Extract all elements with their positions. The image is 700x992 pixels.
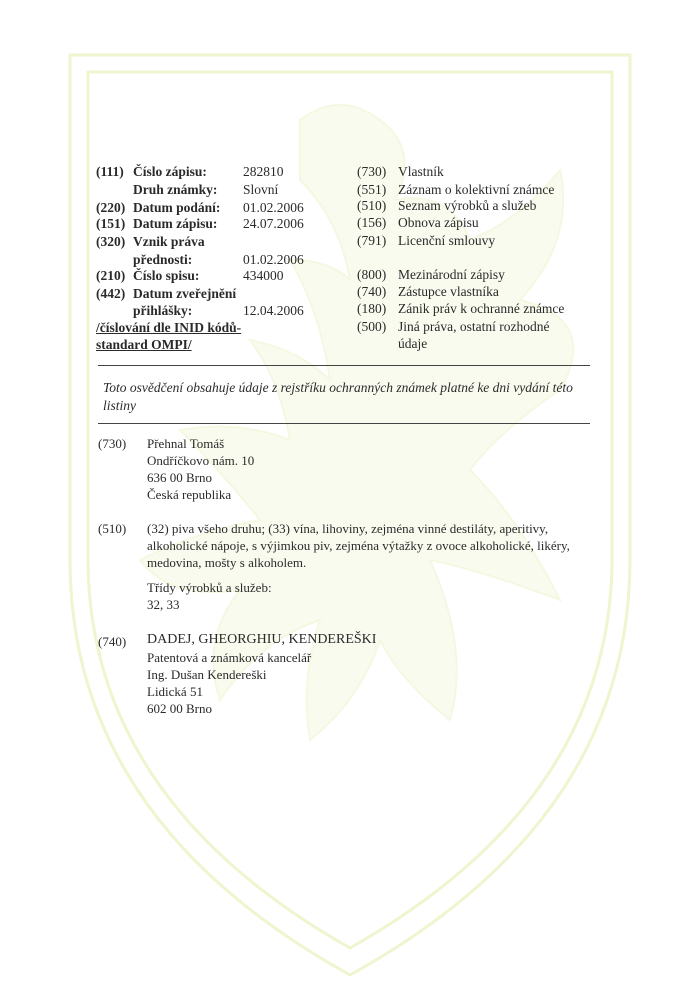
representative-line: 602 00 Brno	[147, 701, 212, 716]
field-label: údaje	[398, 336, 428, 351]
field-code: (320)	[96, 234, 126, 249]
field-code: (500)	[357, 319, 387, 334]
field-label: Zástupce vlastníka	[398, 284, 499, 299]
classes-value: 32, 33	[147, 597, 180, 612]
goods-line: alkoholické nápoje, s výjimkou piv, zejména výtažky z ovoce alkoholické, likéry,	[147, 538, 570, 553]
field-value: 01.02.2006	[243, 200, 304, 215]
field-code: (210)	[96, 268, 126, 283]
field-code: (442)	[96, 286, 126, 301]
field-label: Obnova zápisu	[398, 215, 479, 230]
representative-line: Lidická 51	[147, 684, 203, 699]
field-label: Druh známky:	[133, 182, 218, 197]
field-code: (180)	[357, 301, 387, 316]
field-value: Slovní	[243, 182, 279, 197]
field-label: Zánik práv k ochranné známce	[398, 301, 565, 316]
owner-line: Přehnal Tomáš	[147, 436, 225, 451]
goods-code: (510)	[98, 521, 127, 536]
owner-line: Česká republika	[147, 487, 232, 502]
field-code: (551)	[357, 182, 387, 197]
field-code: (220)	[96, 200, 126, 215]
field-code: (791)	[357, 233, 387, 248]
field-value: 24.07.2006	[243, 216, 304, 231]
field-code: (740)	[357, 284, 387, 299]
certificate-note-line: Toto osvědčení obsahuje údaje z rejstříku ochranných známek platné ke dni vydání této	[103, 380, 573, 395]
field-label: Seznam výrobků a služeb	[398, 198, 537, 213]
field-value: 434000	[243, 268, 284, 283]
field-label: přihlášky:	[133, 303, 193, 318]
representative-line: Patentová a známková kancelář	[147, 650, 312, 665]
owner-line: 636 00 Brno	[147, 470, 212, 485]
field-code: (151)	[96, 216, 126, 231]
inid-note: standard OMPI/	[96, 337, 192, 352]
field-label: Číslo zápisu:	[133, 164, 207, 179]
certificate-note	[103, 379, 588, 415]
field-code: (156)	[357, 215, 387, 230]
field-label: Jiná práva, ostatní rozhodné	[398, 319, 550, 334]
field-value: 282810	[243, 164, 284, 179]
field-label: Licenční smlouvy	[398, 233, 496, 248]
representative-code: (740)	[98, 634, 127, 649]
representative-line: Ing. Dušan Kendereški	[147, 667, 267, 682]
owner-code: (730)	[98, 436, 127, 451]
field-label: Mezinárodní zápisy	[398, 267, 505, 282]
field-label: Datum zápisu:	[133, 216, 218, 231]
field-value: 12.04.2006	[243, 303, 304, 318]
goods-line: (32) piva všeho druhu; (33) vína, lihoviny, zejména vinné destiláty, aperitivy,	[147, 521, 549, 536]
field-label: přednosti:	[133, 252, 193, 267]
owner-line: Ondříčkovo nám. 10	[147, 453, 255, 468]
field-label: Vznik práva	[133, 234, 205, 249]
field-label: Datum zveřejnění	[133, 286, 237, 301]
representative-line: DADEJ, GHEORGHIU, KENDEREŠKI	[147, 632, 377, 647]
field-label: Číslo spisu:	[133, 268, 200, 283]
classes-label: Třídy výrobků a služeb:	[147, 580, 272, 595]
certificate-note-line: listiny	[103, 398, 136, 413]
field-value: 01.02.2006	[243, 252, 304, 267]
inid-note: /číslování dle INID kódů-	[96, 320, 242, 335]
divider-bottom	[98, 423, 590, 424]
field-code: (730)	[357, 164, 387, 179]
field-label: Vlastník	[398, 164, 444, 179]
field-code: (800)	[357, 267, 387, 282]
field-code: (510)	[357, 198, 387, 213]
field-code: (111)	[96, 164, 124, 179]
goods-line: medovina, mošty s alkoholem.	[147, 555, 307, 570]
field-label: Záznam o kolektivní známce	[398, 182, 555, 197]
field-label: Datum podání:	[133, 200, 221, 215]
divider-top	[98, 365, 590, 366]
